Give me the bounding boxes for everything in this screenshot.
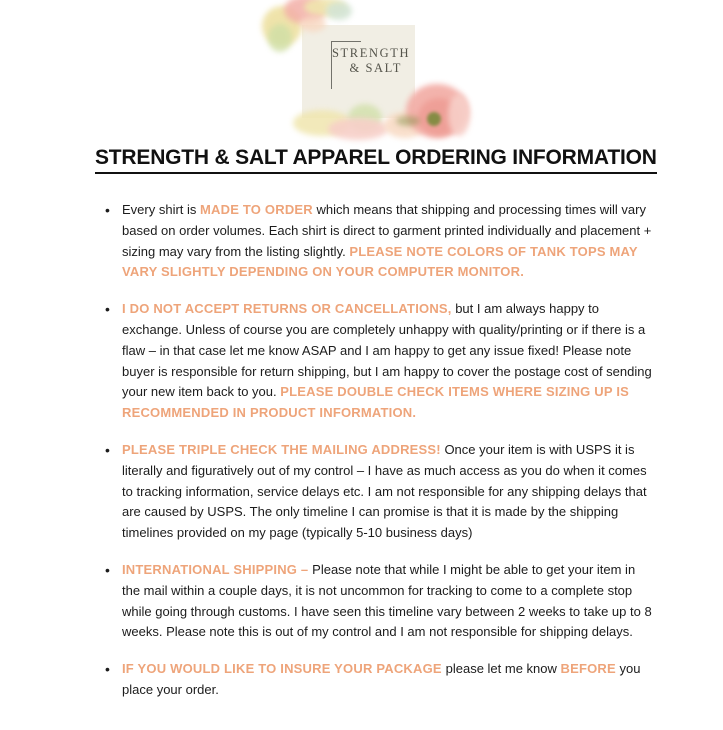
highlighted-text: PLEASE TRIPLE CHECK THE MAILING ADDRESS! [122,441,441,457]
highlighted-text: IF YOU WOULD LIKE TO INSURE YOUR PACKAGE [122,661,446,677]
body-text: please let me know [445,661,561,677]
body-text: but I am always happy to exchange. Unless of course you are completely unhappy with quality/printing or if there is a flaw – in that case let me know ASAP and I am happy to get any issue fixed! Please note buyer is responsible for return shipping, but I am happy to cover the postage cost of sending your new item back to you. [122,301,652,400]
floral-leaf-decoration [326,2,352,20]
body-text: Once your item is with USPS it is literally and figuratively out of my control – I have as much access as you do when it comes to tracking information, service delays etc. I am not responsible for any shipping delays that are caused by USPS. The only timeline I can promise is that it is made by the shipping timelines provided on my page (typically 5-10 business days) [122,441,647,541]
logo-text [332,46,411,76]
list-item [103,200,655,283]
floral-leaf-decoration [396,116,420,126]
highlighted-text: INTERNATIONAL SHIPPING – [122,561,313,577]
highlighted-text: PLEASE NOTE COLORS OF TANK TOPS MAY VARY SLIGHTLY DEPENDING ON YOUR COMPUTER MONITOR. [122,243,638,280]
bullet-list [103,200,655,701]
floral-flower-decoration [328,118,388,140]
floral-flower-decoration [300,16,326,32]
page-title-text: STRENGTH & SALT APPAREL ORDERING INFORMATION [95,146,657,174]
floral-leaf-decoration [268,24,292,52]
list-item [103,659,655,701]
body-text: you place your order. [122,661,641,697]
highlighted-text: PLEASE DOUBLE CHECK ITEMS WHERE SIZING UP IS RECOMMENDED IN PRODUCT INFORMATION. [122,384,630,421]
body-text: Please note that while I might be able to get your item in the mail within a couple days, it is not uncommon for tracking to come to a complete stop while going through customs. I have seen this timeline vary between 2 weeks to take up to 8 weeks. Please note this is out of my control and I am not responsible for shipping delays. [122,561,652,640]
highlighted-text: MADE TO ORDER [200,202,313,217]
list-item [103,299,655,424]
logo-line-1: STRENGTH [332,46,411,60]
page-title [0,142,723,174]
floral-flower-center-decoration [427,112,441,126]
body-text: which means that shipping and processing times will vary based on order volumes. Each shirt is direct to garment printed individually and placement + sizing may vary from the listing slightly. [122,202,652,259]
list-item [103,440,655,544]
highlighted-text: BEFORE [560,661,616,677]
floral-flower-decoration [448,94,470,136]
logo-line-2: & SALT [349,61,402,75]
highlighted-text: I DO NOT ACCEPT RETURNS OR CANCELLATIONS, [122,301,452,317]
body-text: Every shirt is [122,202,201,217]
list-item [103,560,655,643]
logo-header [0,0,723,142]
